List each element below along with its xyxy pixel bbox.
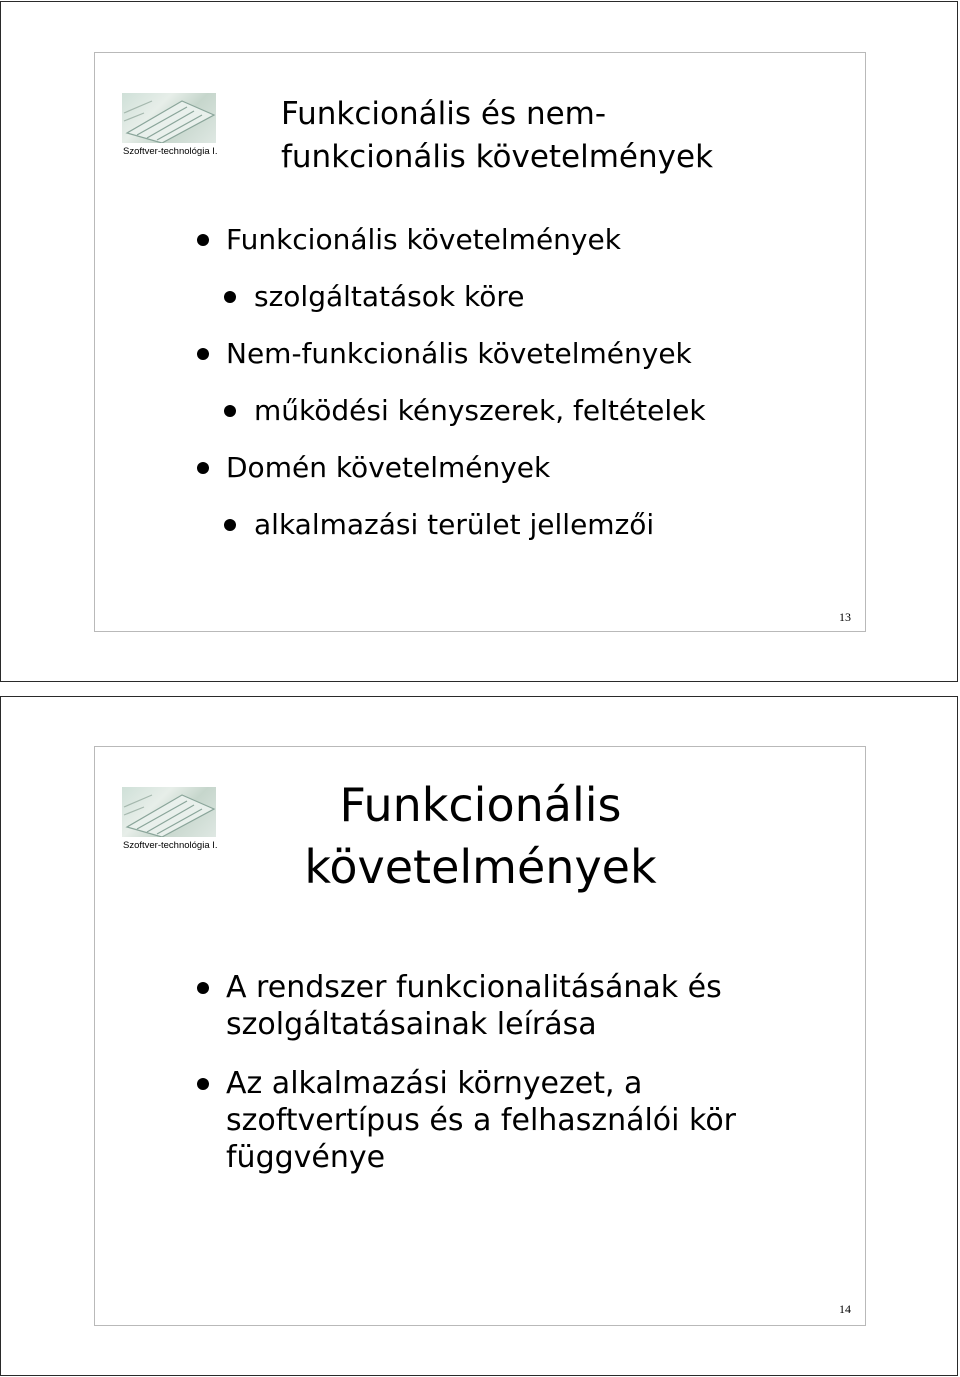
bullet-item: Funkcionális követelmények xyxy=(226,221,621,259)
bullet-dot-icon xyxy=(224,519,236,531)
sub-bullet-item: alkalmazási terület jellemzői xyxy=(254,506,654,544)
bullet-dot-icon xyxy=(224,291,236,303)
sub-bullet-item: működési kényszerek, feltételek xyxy=(254,392,706,430)
sub-bullet-item: szolgáltatások köre xyxy=(254,278,524,316)
slide-title-line2: funkcionális követelmények xyxy=(281,139,714,175)
course-logo-image xyxy=(122,93,216,143)
page-frame-1 xyxy=(0,1,958,682)
slide-14 xyxy=(94,746,866,1326)
slide-title xyxy=(288,774,673,898)
bullet-dot-icon xyxy=(224,405,236,417)
bullet-dot-icon xyxy=(197,348,209,360)
bullet-dot-icon xyxy=(197,234,209,246)
bullet-item: Domén követelmények xyxy=(226,449,550,487)
bullet-item: A rendszer funkcionalitásának és szolgáltatásainak leírása xyxy=(226,969,826,1043)
bullet-dot-icon xyxy=(197,982,209,994)
page-frame-2 xyxy=(0,696,958,1376)
slide-title-line1: Funkcionális és nem- xyxy=(281,96,607,132)
bullet-dot-icon xyxy=(197,1078,209,1090)
page-number: 14 xyxy=(839,1302,851,1316)
bullet-dot-icon xyxy=(197,462,209,474)
course-logo-image xyxy=(122,787,216,837)
slide-13 xyxy=(94,52,866,632)
slide-title-line2: követelmények xyxy=(304,840,657,894)
bullet-item: Nem-funkcionális követelmények xyxy=(226,335,692,373)
page-number: 13 xyxy=(839,610,851,624)
slide-title xyxy=(281,93,713,179)
slide-title-line1: Funkcionális xyxy=(339,778,622,832)
logo-caption: Szoftver-technológia I. xyxy=(123,840,218,851)
logo-caption: Szoftver-technológia I. xyxy=(123,146,218,157)
bullet-item: Az alkalmazási környezet, a szoftvertípus és a felhasználói kör függvénye xyxy=(226,1065,826,1176)
